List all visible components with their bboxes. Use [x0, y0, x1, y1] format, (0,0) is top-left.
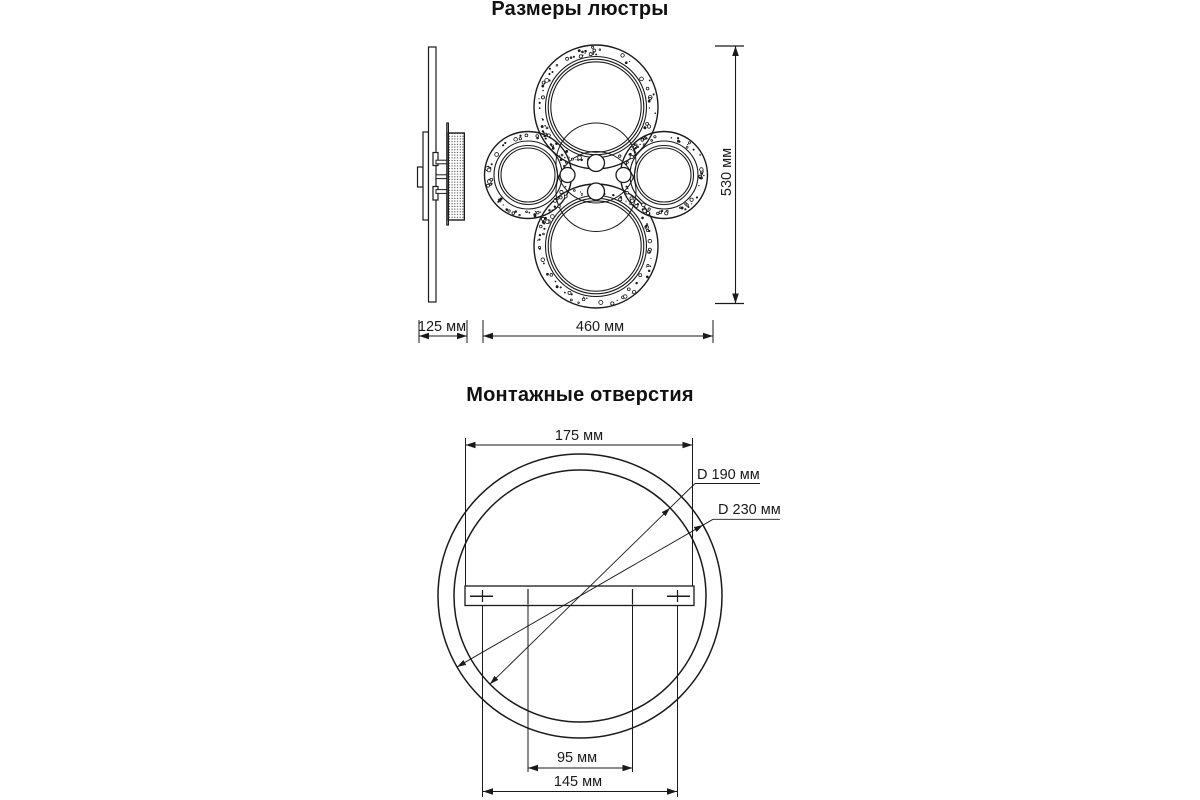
- depth-dimension-label: 125 мм: [417, 319, 467, 335]
- section-title-mounting: Монтажные отверстия: [466, 384, 694, 406]
- mounting-holes-view: [438, 438, 722, 797]
- width-dimension-label: 460 мм: [575, 319, 625, 335]
- dimension-lines-top: [419, 46, 744, 343]
- dimension-labels: [418, 148, 781, 790]
- outer-diameter-label: D 230 мм: [718, 502, 781, 518]
- inner-span-label: 95 мм: [556, 750, 598, 766]
- plate-width-label: 175 мм: [554, 428, 604, 444]
- chandelier-side-view: [418, 47, 465, 302]
- height-dimension-label: 530 мм: [719, 147, 735, 197]
- outer-span-label: 145 мм: [553, 774, 603, 790]
- inner-diameter-label: D 190 мм: [697, 467, 760, 483]
- section-title-dimensions: Размеры люстры: [491, 0, 669, 20]
- chandelier-front-view: [485, 45, 708, 308]
